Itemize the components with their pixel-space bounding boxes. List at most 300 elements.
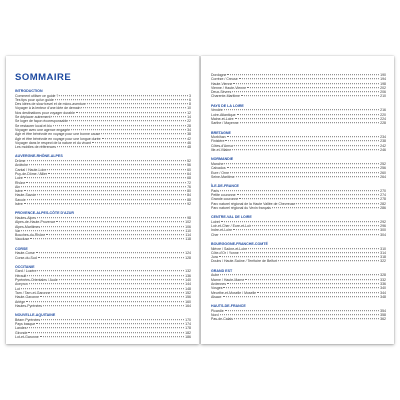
entry-page-number: 238 xyxy=(380,139,386,144)
entry-label: Comment utiliser ce guide ? xyxy=(15,93,59,98)
entry-label: Loire-Atlantique xyxy=(211,112,236,117)
dot-leader xyxy=(232,91,379,92)
dot-leader xyxy=(56,221,184,222)
entry-page-number: 252 xyxy=(380,161,386,166)
section-title: OCCITANIE xyxy=(15,264,35,269)
entry-page-number: 132 xyxy=(185,269,191,274)
entry-page-number: 336 xyxy=(380,281,386,286)
entry-label: Maine-et-Loire xyxy=(211,116,234,121)
entry-label: Manche xyxy=(211,161,224,166)
toc-section xyxy=(15,313,191,339)
dot-leader xyxy=(235,118,380,119)
dot-leader xyxy=(241,96,379,97)
entry-label: Parc naturel régional du Vexin français xyxy=(211,205,271,210)
entry-label: Pyrénées-Orientales / Aude xyxy=(15,278,58,283)
toc-entry xyxy=(15,202,191,206)
entry-page-number: 140 xyxy=(185,278,191,283)
dot-leader xyxy=(227,74,379,75)
dot-leader xyxy=(227,283,379,284)
section-title: CORSE xyxy=(15,246,28,251)
dot-leader xyxy=(237,114,380,115)
entry-label: Gironde xyxy=(15,330,28,335)
toc-entry xyxy=(211,233,386,237)
dot-leader xyxy=(47,169,186,170)
entry-page-number: 160 xyxy=(185,299,191,304)
toc-section xyxy=(211,184,386,210)
entry-page-number: 186 xyxy=(185,334,191,339)
dot-leader xyxy=(272,207,379,208)
dot-leader xyxy=(27,160,187,161)
dot-leader xyxy=(227,167,380,168)
entry-page-number: 310 xyxy=(380,246,386,251)
dot-leader xyxy=(247,87,379,88)
entry-page-number: 156 xyxy=(185,295,191,300)
entry-page-number: 282 xyxy=(380,201,386,206)
entry-page-number: 42 xyxy=(187,136,191,141)
entry-label: Parc naturel régional de la Haute Vallée de Chevreuse xyxy=(211,201,296,206)
dot-leader xyxy=(92,142,186,143)
dot-leader xyxy=(26,301,184,302)
entry-label: Seine-Maritime xyxy=(211,174,235,179)
entry-label: Sarthe / Mayenne xyxy=(211,121,239,126)
toc-entry xyxy=(15,145,191,149)
entry-label: Finistère xyxy=(211,139,225,144)
entry-label: Tes tips pour qu'un guide xyxy=(15,97,54,102)
entry-page-number: 124 xyxy=(185,251,191,256)
toc-section xyxy=(211,304,386,321)
dot-leader xyxy=(41,319,184,320)
entry-label: Puy-de-Dôme / Allier xyxy=(15,171,48,176)
entry-label: Vaucluse xyxy=(15,237,30,242)
entry-label: Rhône xyxy=(15,180,26,185)
entry-label: Morbihan xyxy=(211,135,226,140)
entry-label: Hérault xyxy=(15,273,27,278)
entry-label: Haute-Vienne xyxy=(211,81,233,86)
dot-leader xyxy=(230,172,379,173)
entry-label: Ille-et-Vilaine xyxy=(211,148,232,153)
dot-leader xyxy=(21,288,184,289)
toc-entry xyxy=(211,317,386,321)
entry-page-number: 136 xyxy=(185,273,191,278)
entry-page-number: 256 xyxy=(380,166,386,171)
entry-page-number: 264 xyxy=(380,174,386,179)
dot-leader xyxy=(223,296,380,297)
entry-label: Meurthe-et-Moselle / Moselle xyxy=(211,290,257,295)
dot-leader xyxy=(26,182,186,183)
dot-leader xyxy=(223,287,379,288)
entry-page-number: 340 xyxy=(380,286,386,291)
entry-label: Aveyron xyxy=(15,282,28,287)
entry-page-number: 114 xyxy=(185,233,191,238)
entry-page-number: 246 xyxy=(380,148,386,153)
entry-label: Ariège xyxy=(15,299,26,304)
entry-label: Grande couronne xyxy=(211,197,239,202)
toc-entry xyxy=(15,304,191,308)
dot-leader xyxy=(101,133,186,134)
entry-label: Ain xyxy=(15,184,21,189)
dot-leader xyxy=(51,292,184,293)
dot-leader xyxy=(57,146,186,147)
entry-label: Côtes-d'Armor xyxy=(211,143,234,148)
entry-page-number: 164 xyxy=(185,303,191,308)
dot-leader xyxy=(76,112,186,113)
entry-page-number: 68 xyxy=(187,176,191,181)
dot-leader xyxy=(28,332,184,333)
entry-page-number: 98 xyxy=(187,215,191,220)
entry-page-number: 358 xyxy=(380,313,386,318)
dot-leader xyxy=(27,275,184,276)
entry-label: Isère xyxy=(15,202,23,207)
dot-leader xyxy=(37,195,186,196)
section-title: CENTRE-VAL DE LOIRE xyxy=(211,215,252,220)
entry-page-number: 202 xyxy=(380,85,386,90)
entry-label: Des idées de slow travel et de micro-aventure xyxy=(15,102,87,107)
section-title: BOURGOGNE-FRANCHE-COMTÉ xyxy=(211,241,268,246)
toc-section xyxy=(211,242,386,264)
entry-label: Côte-d'Or / Yonne xyxy=(211,250,239,255)
entry-page-number: 52 xyxy=(187,159,191,164)
entry-label: Agir et être bénévole en voyage pour une longue durée xyxy=(15,136,101,141)
entry-label: Jura xyxy=(211,255,218,260)
dot-leader xyxy=(220,314,380,315)
dot-leader xyxy=(43,305,184,306)
entry-label: Petite couronne xyxy=(211,193,236,198)
entry-label: Haute-Garonne xyxy=(15,295,40,300)
entry-label: Béarn Pyrénées xyxy=(15,317,41,322)
dot-leader xyxy=(240,122,380,123)
entry-page-number: 228 xyxy=(380,121,386,126)
page-title: SOMMAIRE xyxy=(15,72,72,83)
section-title: GRAND EST xyxy=(211,268,233,273)
dot-leader xyxy=(21,186,186,187)
toc-entry xyxy=(15,237,191,241)
entry-label: Alsace xyxy=(211,294,222,299)
entry-page-number: 76 xyxy=(187,184,191,189)
entry-label: Haute-Corse xyxy=(15,251,35,256)
entry-label: Aube xyxy=(211,273,220,278)
entry-label: Loiret xyxy=(211,219,220,224)
entry-label: Cantal / Haute-Loire xyxy=(15,167,47,172)
entry-label: Gard / Lozère xyxy=(15,269,37,274)
dot-leader xyxy=(29,284,184,285)
entry-page-number: 14 xyxy=(187,115,191,120)
entry-label: Nord xyxy=(211,313,219,318)
dot-leader xyxy=(237,194,380,195)
left-page xyxy=(6,56,199,344)
entry-label: Corse-du-Sud xyxy=(15,255,37,260)
entry-page-number: 300 xyxy=(380,228,386,233)
entry-label: Bouches-du-Rhône xyxy=(15,233,46,238)
entry-page-number: 318 xyxy=(380,255,386,260)
entry-page-number: 194 xyxy=(380,77,386,82)
entry-page-number: 56 xyxy=(187,163,191,168)
dot-leader xyxy=(245,279,379,280)
entry-label: Vienne / Haute-Vienne xyxy=(211,85,247,90)
dot-leader xyxy=(232,149,379,150)
entry-label: Savoie xyxy=(15,197,26,202)
toc-section xyxy=(211,131,386,153)
dot-leader xyxy=(21,230,184,231)
entry-label: Dordogne xyxy=(211,73,227,77)
entry-page-number: 182 xyxy=(185,330,191,335)
dot-leader xyxy=(24,190,186,191)
toc-section xyxy=(211,215,386,237)
dot-leader xyxy=(248,248,379,249)
dot-leader xyxy=(55,99,188,100)
toc-section xyxy=(15,265,191,308)
entry-page-number: 328 xyxy=(380,273,386,278)
dot-leader xyxy=(296,203,379,204)
entry-label: Vosges xyxy=(211,286,223,291)
entry-label: Pas-de-Calais xyxy=(211,317,233,322)
toc-column-right xyxy=(211,73,386,327)
dot-leader xyxy=(27,328,184,329)
entry-page-number: 46 xyxy=(187,140,191,145)
toc-entry xyxy=(15,335,191,339)
dot-leader xyxy=(59,95,188,96)
dot-leader xyxy=(234,319,379,320)
entry-page-number: 206 xyxy=(380,90,386,95)
entry-label: Cher xyxy=(211,232,219,237)
entry-page-number: 286 xyxy=(380,205,386,210)
entry-page-number: 148 xyxy=(185,286,191,291)
dot-leader xyxy=(29,165,186,166)
dot-leader xyxy=(24,203,186,204)
dot-leader xyxy=(278,261,379,262)
entry-page-number: 10 xyxy=(187,106,191,111)
dot-leader xyxy=(233,83,379,84)
entry-label: Picardie xyxy=(211,308,224,313)
dot-leader xyxy=(220,190,379,191)
section-title: INTRODUCTION xyxy=(15,89,43,93)
dot-leader xyxy=(220,275,379,276)
toc-section xyxy=(15,89,191,149)
entry-label: Pays basque xyxy=(15,322,36,327)
entry-page-number: 220 xyxy=(380,112,386,117)
entry-page-number: 110 xyxy=(185,228,191,233)
entry-label: Isère xyxy=(15,189,23,194)
dot-leader xyxy=(27,199,186,200)
entry-page-number: 216 xyxy=(380,108,386,113)
entry-label: Charente-Maritime xyxy=(211,94,240,99)
section-title: AUVERGNE-RHÔNE-ALPES xyxy=(15,154,63,159)
entry-page-number: 198 xyxy=(380,81,386,86)
entry-page-number: 106 xyxy=(185,224,191,229)
dot-leader xyxy=(234,145,379,146)
entry-label: Paris xyxy=(211,188,219,193)
entry-page-number: 152 xyxy=(185,290,191,295)
entry-page-number: 344 xyxy=(380,290,386,295)
dot-leader xyxy=(239,78,380,79)
entry-page-number: 6 xyxy=(189,97,191,102)
dot-leader xyxy=(81,108,186,109)
entry-label: Corrèze / Creuse xyxy=(211,77,238,82)
dot-leader xyxy=(36,252,184,253)
entry-label: Se loger de façon écoresponsable xyxy=(15,119,69,124)
dot-leader xyxy=(257,292,379,293)
toc-entry xyxy=(211,121,386,125)
dot-leader xyxy=(53,125,186,126)
entry-page-number: 12 xyxy=(187,110,191,115)
entry-page-number: 92 xyxy=(187,202,191,207)
toc-section xyxy=(211,269,386,299)
dot-leader xyxy=(48,173,186,174)
section-title: NORMANDIE xyxy=(211,157,234,162)
entry-label: Hautes-Alpes xyxy=(15,215,37,220)
toc-section xyxy=(15,247,191,260)
entry-label: Deux-Sèvres xyxy=(211,90,232,95)
dot-leader xyxy=(71,129,186,130)
entry-page-number: 278 xyxy=(380,197,386,202)
right-page xyxy=(201,56,394,344)
dot-leader xyxy=(24,177,186,178)
entry-label: Nièvre / Saône-et-Loire xyxy=(211,246,248,251)
entry-label: Se déplacer autrement xyxy=(15,115,51,120)
entry-page-number: 80 xyxy=(187,189,191,194)
section-title: PAYS DE LA LOIRE xyxy=(211,103,244,108)
entry-page-number: 270 xyxy=(380,188,386,193)
entry-page-number: 332 xyxy=(380,277,386,282)
dot-leader xyxy=(46,234,184,235)
entry-page-number: 274 xyxy=(380,193,386,198)
entry-page-number: 354 xyxy=(380,308,386,313)
dot-leader xyxy=(36,323,184,324)
entry-page-number: 178 xyxy=(185,326,191,331)
dot-leader xyxy=(102,138,186,139)
section-title: BRETAGNE xyxy=(211,130,231,135)
entry-page-number: 296 xyxy=(380,224,386,229)
entry-page-number: 102 xyxy=(185,220,191,225)
entry-label: Landes xyxy=(15,326,27,331)
entry-label: Voyager à la lenteur d'une idée de demain xyxy=(15,106,81,111)
dot-leader xyxy=(221,221,379,222)
toc-section xyxy=(15,211,191,241)
section-title: NOUVELLE-AQUITAINE xyxy=(15,313,56,318)
dot-leader xyxy=(224,110,379,111)
dot-leader xyxy=(69,121,186,122)
toc-entry xyxy=(211,206,386,210)
entry-label: Les mobiles de références xyxy=(15,145,57,150)
entry-label: Ardèche xyxy=(15,163,29,168)
entry-page-number: 22 xyxy=(187,119,191,124)
toc-section xyxy=(211,157,386,179)
dot-leader xyxy=(51,116,186,117)
entry-label: Loir-et-Cher / Eure-et-Loir xyxy=(211,224,252,229)
dot-leader xyxy=(40,336,184,337)
entry-label: Lot xyxy=(15,286,20,291)
entry-page-number: 3 xyxy=(189,93,191,98)
entry-label: Eure / Orne xyxy=(211,170,230,175)
dot-leader xyxy=(40,296,184,297)
entry-page-number: 210 xyxy=(380,94,386,99)
entry-page-number: 314 xyxy=(380,250,386,255)
entry-label: Se restaurer local et bio xyxy=(15,123,52,128)
dot-leader xyxy=(236,176,380,177)
dot-leader xyxy=(30,239,184,240)
section-title: ÎLE-DE-FRANCE xyxy=(211,184,239,189)
entry-label: Loire xyxy=(15,176,23,181)
dot-leader xyxy=(87,103,188,104)
dot-leader xyxy=(41,226,184,227)
dot-leader xyxy=(233,230,379,231)
dot-leader xyxy=(219,256,379,257)
entry-page-number: 322 xyxy=(380,259,386,264)
entry-label: Alpes-de-Haute-Provence xyxy=(15,220,56,225)
dot-leader xyxy=(252,225,379,226)
entry-page-number: 224 xyxy=(380,116,386,121)
entry-page-number: 292 xyxy=(380,219,386,224)
dot-leader xyxy=(220,234,380,235)
section-title: HAUTS-DE-FRANCE xyxy=(211,304,246,309)
entry-label: Haute-Savoie xyxy=(15,193,37,198)
toc-column-left xyxy=(15,89,191,344)
dot-leader xyxy=(225,310,380,311)
dot-leader xyxy=(225,141,379,142)
entry-page-number: 362 xyxy=(380,317,386,322)
entry-page-number: 8 xyxy=(189,102,191,107)
entry-page-number: 38 xyxy=(187,132,191,137)
entry-label: Agir et être bénévole en voyage pour une bonne cause xyxy=(15,132,101,137)
toc-entry xyxy=(211,175,386,179)
entry-page-number: 64 xyxy=(187,171,191,176)
entry-page-number: 348 xyxy=(380,294,386,299)
entry-page-number: 118 xyxy=(185,237,191,242)
entry-label: Alpes-Maritimes xyxy=(15,224,41,229)
toc-section xyxy=(211,73,386,99)
entry-page-number: 144 xyxy=(185,282,191,287)
dot-leader xyxy=(239,199,379,200)
entry-label: Lot-et-Garonne xyxy=(15,334,39,339)
entry-page-number: 88 xyxy=(187,197,191,202)
entry-page-number: 28 xyxy=(187,123,191,128)
dot-leader xyxy=(37,271,184,272)
entry-label: Calvados xyxy=(211,166,226,171)
entry-page-number: 170 xyxy=(185,317,191,322)
entry-page-number: 72 xyxy=(187,180,191,185)
dot-leader xyxy=(38,257,184,258)
entry-page-number: 190 xyxy=(380,73,386,77)
entry-page-number: 174 xyxy=(185,322,191,327)
dot-leader xyxy=(240,252,379,253)
dot-leader xyxy=(59,279,184,280)
entry-page-number: 304 xyxy=(380,232,386,237)
toc-entry xyxy=(211,295,386,299)
section-title: PROVENCE-ALPES-CÔTE D'AZUR xyxy=(15,211,74,216)
dot-leader xyxy=(224,163,379,164)
entry-page-number: 48 xyxy=(187,145,191,150)
toc-entry xyxy=(211,259,386,263)
entry-label: Ardennes xyxy=(211,281,226,286)
dot-leader xyxy=(37,217,186,218)
entry-label: Voyager avec une agence engagée xyxy=(15,127,71,132)
entry-page-number: 60 xyxy=(187,167,191,172)
entry-page-number: 34 xyxy=(187,127,191,132)
entry-label: Doubs / Haute-Saône / Territoire de Belfort xyxy=(211,259,278,264)
entry-label: Indre-et-Loire xyxy=(211,228,233,233)
entry-page-number: 260 xyxy=(380,170,386,175)
dot-leader xyxy=(227,136,380,137)
entry-label: Marne / Haute-Marne xyxy=(211,277,245,282)
entry-page-number: 234 xyxy=(380,135,386,140)
toc-entry xyxy=(211,94,386,98)
entry-label: Tarn / Tarn-et-Garonne xyxy=(15,290,51,295)
entry-page-number: 242 xyxy=(380,143,386,148)
entry-label: Nos destinations pour voyager durable xyxy=(15,110,75,115)
entry-label: Vendée xyxy=(211,108,223,113)
toc-section xyxy=(15,154,191,206)
entry-label: Hautes-Pyrénées xyxy=(15,303,43,308)
toc-entry xyxy=(211,148,386,152)
